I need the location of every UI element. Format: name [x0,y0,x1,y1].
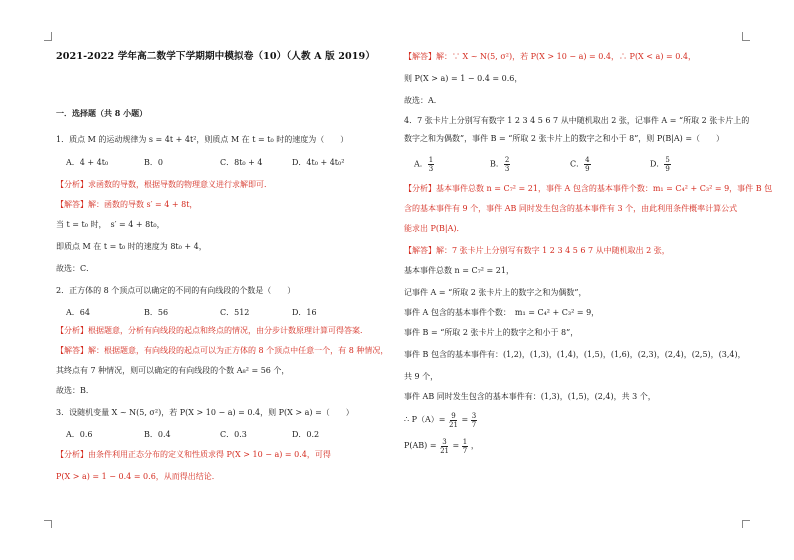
q4-pa-frac-1 [448,412,459,429]
q3-stem: 3．设随机变量 X ~ N(5, σ²)，若 P(X > 10 − a) = 0.4，则 P(X > a) =（ ） [56,408,354,417]
q4-analysis-3: 能求出 P(B|A)． [404,224,465,233]
q4-option-a-num: 1 [428,156,434,164]
crop-mark-top-left [44,40,52,41]
q4-pa-den-2: 7 [471,420,477,429]
q1-option-a: A．4 + 4t₀ [66,158,109,167]
q4-pab-comma: ， [470,441,479,450]
q4-pa-den-1: 21 [449,420,458,429]
q4-pa-equals: = [461,415,469,424]
q2-analysis: 【分析】根据题意，分析有向线段的起点和终点的情况，由分步计数原理计算可得答案． [56,326,368,335]
crop-mark-top-right-v [742,32,743,40]
q4-solution-2: 基本事件总数 n = C₇² = 21， [404,266,514,275]
crop-mark-bottom-right-v [742,520,743,528]
q2-solution-2: 其终点有 7 种情况，则可以确定的有向线段的个数 A₈² = 56 个， [56,366,290,375]
q4-pab-num-2: 1 [462,437,468,446]
q3-answer: 故选：A． [404,96,442,105]
q4-pab-frac-1 [439,438,450,455]
q4-pa-frac-2 [471,412,477,429]
q4-option-d-frac [664,156,670,173]
q4-pab-den-1: 21 [440,446,449,455]
q4-option-d-label: D． [650,159,665,169]
q1-option-b: B．0 [144,158,163,167]
q4-option-d [650,156,671,173]
q4-pa-num-1: 9 [451,411,456,420]
q3-analysis-2: P(X > a) = 1 − 0.4 = 0.6，从而得出结论． [56,472,220,481]
q4-option-b [490,156,510,173]
q4-option-a-den: 3 [428,165,434,173]
q4-option-d-num: 5 [665,156,670,164]
q4-solution-3: 记事件 A = “所取 2 张卡片上的数字之和为偶数”， [404,288,587,297]
q1-solution-2: 当 t = t₀ 时， s′ = 4 + 8t₀， [56,220,165,229]
q4-solution-8: 事件 AB 同时发生包含的基本事件有：(1,3)，(1,5)，(2,4)，共 3 个， [404,392,656,401]
q4-option-a-label: A． [414,159,428,169]
q3-option-d: D．0.2 [292,430,320,439]
crop-mark-top-right [742,40,750,41]
q1-solution-3: 即质点 M 在 t = t₀ 时的速度为 8t₀ + 4， [56,242,207,251]
crop-mark-top-left-v [51,32,52,40]
section-heading: 一．选择题（共 8 小题） [56,108,148,118]
q4-pa-line [404,410,477,430]
q4-solution-1: 【解答】解：7 张卡片上分别写有数字 1 2 3 4 5 6 7 从中随机取出 2 张， [404,246,670,255]
q4-pab-equals: = [452,441,460,450]
q4-option-c-label: C． [570,159,585,169]
q4-option-d-den: 9 [665,165,670,173]
q1-analysis: 【分析】求函数的导数，根据导数的物理意义进行求解即可． [56,180,272,189]
q4-solution-7: 共 9 个， [404,372,439,381]
q2-option-b: B．56 [144,308,169,317]
q1-option-c: C．8t₀ + 4 [220,158,263,167]
q2-option-d: D．16 [292,308,317,317]
q4-pa-num-2: 3 [471,411,477,420]
q4-option-b-label: B． [490,159,504,169]
q1-solution-1-text: 解：函数的导数 s′ = 4 + 8t， [88,200,198,209]
q4-option-b-frac [504,156,510,173]
q3-option-c: C．0.3 [220,430,247,439]
q2-option-c: C．512 [220,308,250,317]
q3-solution-2: 则 P(X > a) = 1 − 0.4 = 0.6， [404,74,523,83]
crop-mark-bottom-left-v [51,520,52,528]
q4-analysis-1: 【分析】基本事件总数 n = C₇² = 21，事件 A 包含的基本事件个数：m₁ = C₄² + C₃² = 9，事件 B 包 [404,184,773,193]
q3-option-b: B．0.4 [144,430,171,439]
q3-solution-1: 【解答】解：∵ X ~ N(5, σ²)，若 P(X > 10 − a) = 0.4，∴ P(X < a) = 0.4， [404,52,696,61]
crop-mark-bottom-right [742,520,750,521]
q4-option-c-num: 4 [585,156,590,164]
q4-option-b-den: 3 [504,165,510,173]
q2-answer: 故选：B． [56,386,94,395]
q4-option-a-frac [428,156,434,173]
q4-pab-num-1: 3 [442,437,447,446]
q4-option-c-frac [584,156,590,173]
q4-option-a [414,156,434,173]
q4-pab-label: P(AB) = [404,441,437,450]
q3-option-a: A．0.6 [66,430,93,439]
q3-analysis-1: 【分析】由条件利用正态分布的定义和性质求得 P(X > 10 − a) = 0.4，可得 [56,450,331,459]
q4-solution-5: 事件 B = “所取 2 张卡片上的数字之和小于 8”， [404,328,579,337]
q4-stem-1: 4．7 张卡片上分别写有数字 1 2 3 4 5 6 7 从中随机取出 2 张，记事件 A = “所取 2 张卡片上的 [404,116,750,125]
q1-stem: 1．质点 M 的运动规律为 s = 4t + 4t²，则质点 M 在 t = t₀ 时的速度为（ ） [56,135,349,144]
q4-option-c-den: 9 [585,165,590,173]
q4-solution-6: 事件 B 包含的基本事件有：(1,2)，(1,3)，(1,4)，(1,5)，(1,6)，(2,3)，(2,4)，(2,5)，(3,4)， [404,350,746,359]
q2-option-a: A．64 [66,308,90,317]
q4-pab-line [404,436,479,456]
q4-pa-label: ∴ P（A）= [404,415,446,424]
q4-stem-2: 数字之和为偶数”，事件 B = “所取 2 张卡片上的数字之和小于 8”，则 P(B|A) =（ ） [404,134,725,143]
q2-stem: 2．正方体的 8 个顶点可以确定的不同的有向线段的个数是（ ） [56,286,296,295]
q4-option-c [570,156,591,173]
page-title: 2021-2022 学年高二数学下学期期中模拟卷（10）（人教 A 版 2019） [56,51,376,62]
q1-option-d: D．4t₀ + 4t₀² [292,158,345,167]
q4-option-b-num: 2 [504,156,510,164]
q4-solution-4: 事件 A 包含的基本事件个数： m₁ = C₄² + C₃² = 9， [404,308,600,317]
q2-solution-1: 【解答】解：根据题意，有向线段的起点可以为正方体的 8 个顶点中任意一个，有 8 种情况， [56,346,389,355]
q1-solution-tag: 【解答】 [56,200,88,209]
q1-answer: 故选：C． [56,264,95,273]
q4-pab-den-2: 7 [462,446,468,455]
q4-pab-frac-2 [462,438,468,455]
q1-solution-1 [56,200,197,210]
q4-analysis-2: 含的基本事件有 9 个，事件 AB 同时发生包含的基本事件有 3 个，由此利用条件概率计算公式 [404,204,738,213]
